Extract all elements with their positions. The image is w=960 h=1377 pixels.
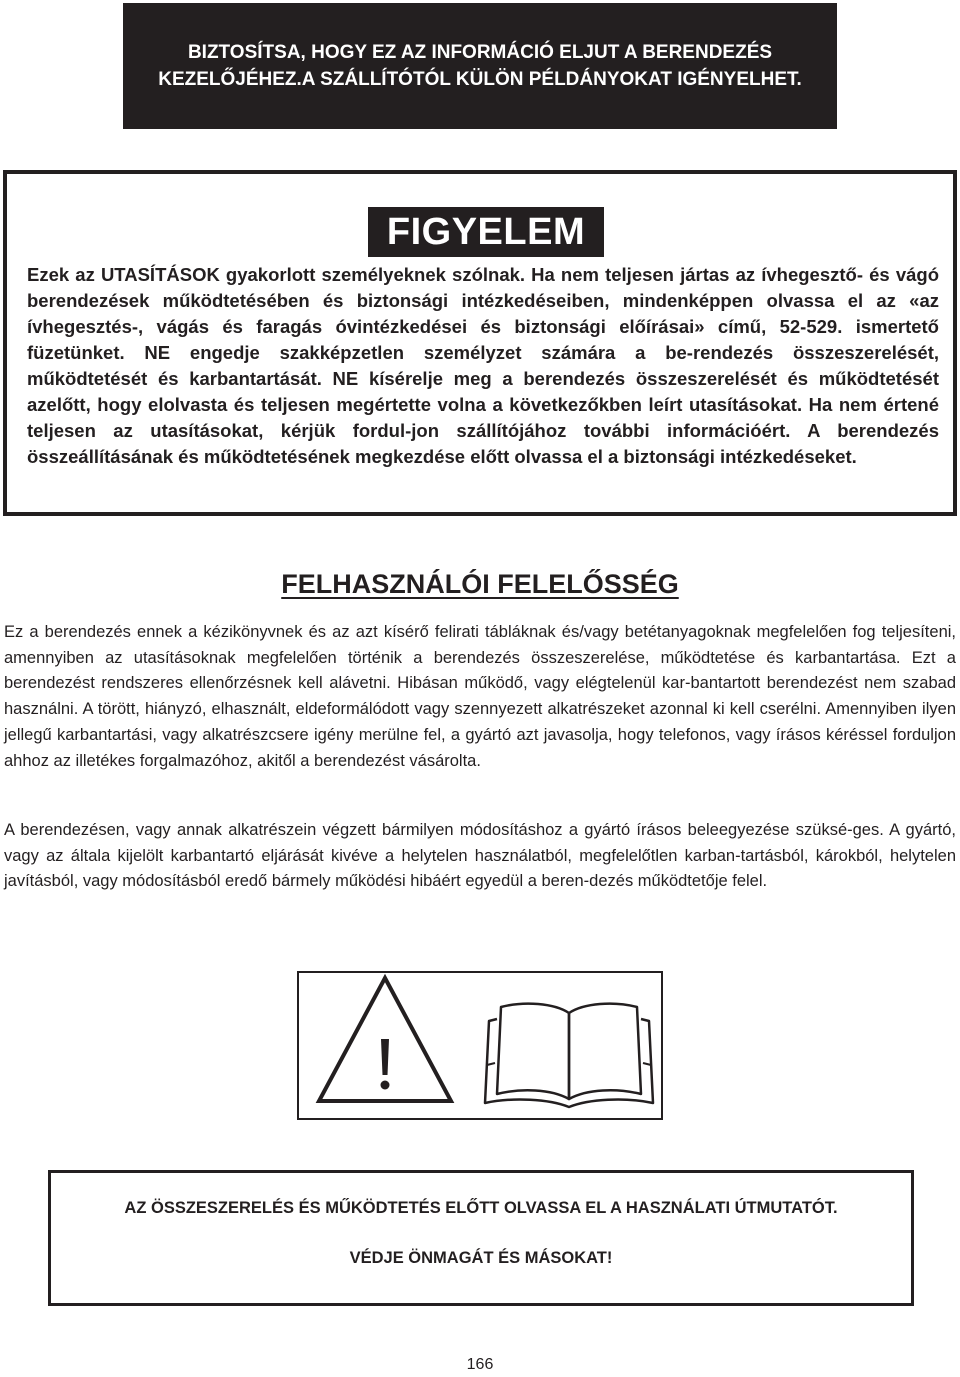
bottom-notice-line2: VÉDJE ÖNMAGÁT ÉS MÁSOKAT! (349, 1249, 613, 1267)
warning-box (3, 170, 957, 516)
top-banner (123, 3, 837, 129)
open-manual-icon (485, 1004, 653, 1107)
section-title: FELHASZNÁLÓI FELELŐSSÉG (281, 569, 679, 599)
top-banner-line2: KEZELŐJÉHEZ.A SZÁLLÍTÓTÓL KÜLÖN PÉLDÁNYOKAT IGÉNYELHET. (158, 69, 802, 90)
warning-text: Ezek az UTASÍTÁSOK gyakorlott személyeknek szólnak. Ha nem teljesen jártas az ívhegesztő- és vágó berendezések működtetésében és biztonsági intézkedéseiben, mindenképpen olvassa el az «az ívhegesztés-, vágás és faragás óvintézkedései és biztonsági előírásai» című, 52-529. ismertető füzetünket. NE engedje szakképzetlen személyzet számára a be-rendezés összeszerelését, működtetését és karbantartását. NE kísérelje meg a berendezés összeszerelését és működtetését azelőtt, hogy elolvasta és teljesen megértette volna a következőkben leírt utasításokat. Ha nem értené teljesen az utasításokat, kérjük fordul-jon szállítójához további információért. A berendezés összeállításának és működtetésének megkezdése előtt olvassa el a biztonsági intézkedéseket. (27, 264, 939, 467)
responsibility-paragraph-2: A berendezésen, vagy annak alkatrészein végzett bármilyen módosításhoz a gyártó írásos beleegyezése szüksé-ges. A gyártó, vagy az általa kijelölt karbantartó eljárását kivéve a helytelen használatból, megfelelőtlen karban-tartásból, károkból, helytelen javításból, vagy módosításból eredő bármely működési hibáért egyedül a beren-dezés működtetője felel. (4, 821, 956, 891)
bottom-notice-box (48, 1170, 914, 1306)
top-banner-line1: BIZTOSÍTSA, HOGY EZ AZ INFORMÁCIÓ ELJUT A BERENDEZÉS (187, 42, 773, 63)
warning-title: FIGYELEM (368, 207, 604, 257)
safety-icons (299, 973, 661, 1118)
page-number: 166 (466, 1356, 494, 1373)
bottom-notice-line1: AZ ÖSSZESZERELÉS ÉS MŰKÖDTETÉS ELŐTT OLVASSA EL A HASZNÁLATI ÚTMUTATÓT. (124, 1199, 838, 1217)
warning-triangle-icon (319, 978, 451, 1101)
safety-icon-box (297, 971, 663, 1120)
responsibility-paragraph-1: Ez a berendezés ennek a kézikönyvnek és az azt kísérő felirati tábláknak és/vagy betétanyagoknak megfelelően fog teljesíteni, amennyiben az utasításoknak megfelelően történik a berendezés összeszerelése, működtetése és karbantartása. Ezt a berendezést rendszeres ellenőrzésnek kell alávetni. Hibásan működő, vagy elégtelenül kar-bantartott berendezést nem szabad használni. A törött, hiányzó, elhasznált, eldeformálódott vagy szennyezett alkatrészeket azonnal ki kell cserélni. Amennyiben ilyen jellegű karbantartási, vagy alkatrészcsere igény merülne fel, a gyártó azt javasolja, hogy telefonos, vagy írásos kéréssel forduljon ahhoz az illetékes forgalmazóhoz, akitől a berendezést vásárolta. (4, 623, 956, 770)
